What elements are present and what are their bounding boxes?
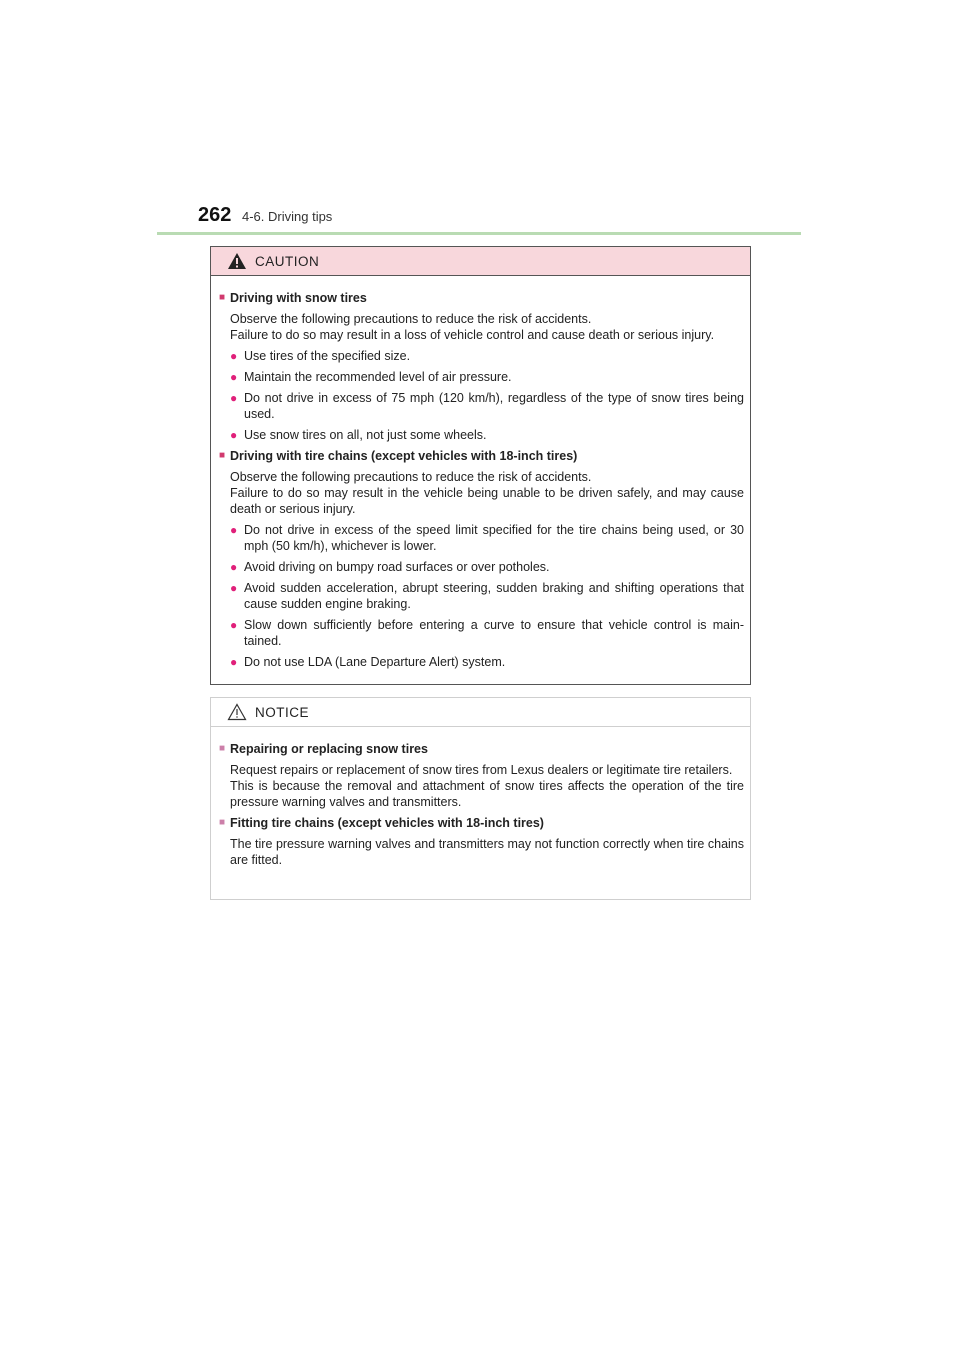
caution-box — [210, 246, 751, 685]
warning-triangle-icon — [227, 252, 247, 270]
list-item: ● Use snow tires on all, not just some wheels. — [230, 428, 487, 442]
notice-header — [211, 698, 750, 727]
caution-body — [211, 276, 750, 670]
list-item: ● Maintain the recommended level of air pressure. — [230, 370, 512, 384]
circle-bullet-icon: ● — [230, 560, 238, 574]
square-bullet-icon: ■ — [219, 743, 226, 754]
section-heading: ■ Fitting tire chains (except vehicles with 18-inch tires) — [219, 816, 544, 830]
paragraph: Observe the following precautions to reduce the risk of accidents. Failure to do so may result in a loss of vehicle control and cause death or serious injury. — [230, 312, 715, 342]
square-bullet-icon: ■ — [219, 450, 226, 461]
header-rule — [157, 232, 801, 235]
section-title: 4-6. Driving tips — [242, 209, 333, 224]
circle-bullet-icon: ● — [230, 349, 238, 363]
list-item: ● Use tires of the specified size. — [230, 349, 411, 363]
circle-bullet-icon: ● — [230, 370, 238, 384]
notice-body — [211, 727, 750, 868]
paragraph: Observe the following precautions to reduce the risk of accidents. Failure to do so may result in the vehicle being unable to be driven safely, and may cause death or serious injury. — [230, 470, 744, 516]
square-bullet-icon: ■ — [219, 817, 226, 828]
caution-header — [211, 247, 750, 276]
notice-title: NOTICE — [255, 704, 310, 720]
section-heading: ■ Driving with snow tires — [219, 291, 367, 305]
list-item: ● Do not drive in excess of the speed limit specified for the tire chains being used, or 30 mph (50 km/h), whichever is lower. — [230, 523, 744, 553]
list-item: ● Do not use LDA (Lane Departure Alert) system. — [230, 655, 506, 669]
page-header — [198, 204, 332, 227]
circle-bullet-icon: ● — [230, 391, 238, 405]
section-heading: ■ Driving with tire chains (except vehicles with 18-inch tires) — [219, 449, 578, 463]
circle-bullet-icon: ● — [230, 655, 238, 669]
section-heading: ■ Repairing or replacing snow tires — [219, 742, 428, 756]
square-bullet-icon: ■ — [219, 292, 226, 303]
list-item: ● Avoid driving on bumpy road surfaces or over potholes. — [230, 560, 550, 574]
paragraph: Request repairs or replacement of snow tires from Lexus dealers or legitimate tire retailers. This is because the removal and attachment of snow tires affects the operation of the tire pressure warning valves and transmitters. — [230, 763, 744, 809]
circle-bullet-icon: ● — [230, 428, 238, 442]
page-number: 262 — [198, 204, 232, 226]
warning-triangle-outline-icon — [227, 703, 247, 721]
list-item: ● Avoid sudden acceleration, abrupt steering, sudden braking and shifting operations that cause sudden engine braking. — [230, 581, 744, 611]
circle-bullet-icon: ● — [230, 523, 238, 537]
paragraph: The tire pressure warning valves and transmitters may not function correctly when tire chains are fitted. — [230, 837, 744, 867]
list-item: ● Slow down sufficiently before entering a curve to ensure that vehicle control is main-tained. — [230, 618, 744, 648]
circle-bullet-icon: ● — [230, 618, 238, 632]
notice-box — [210, 697, 751, 900]
caution-title: CAUTION — [255, 253, 320, 269]
list-item: ● Do not drive in excess of 75 mph (120 km/h), regardless of the type of snow tires being used. — [230, 391, 744, 421]
circle-bullet-icon: ● — [230, 581, 238, 595]
